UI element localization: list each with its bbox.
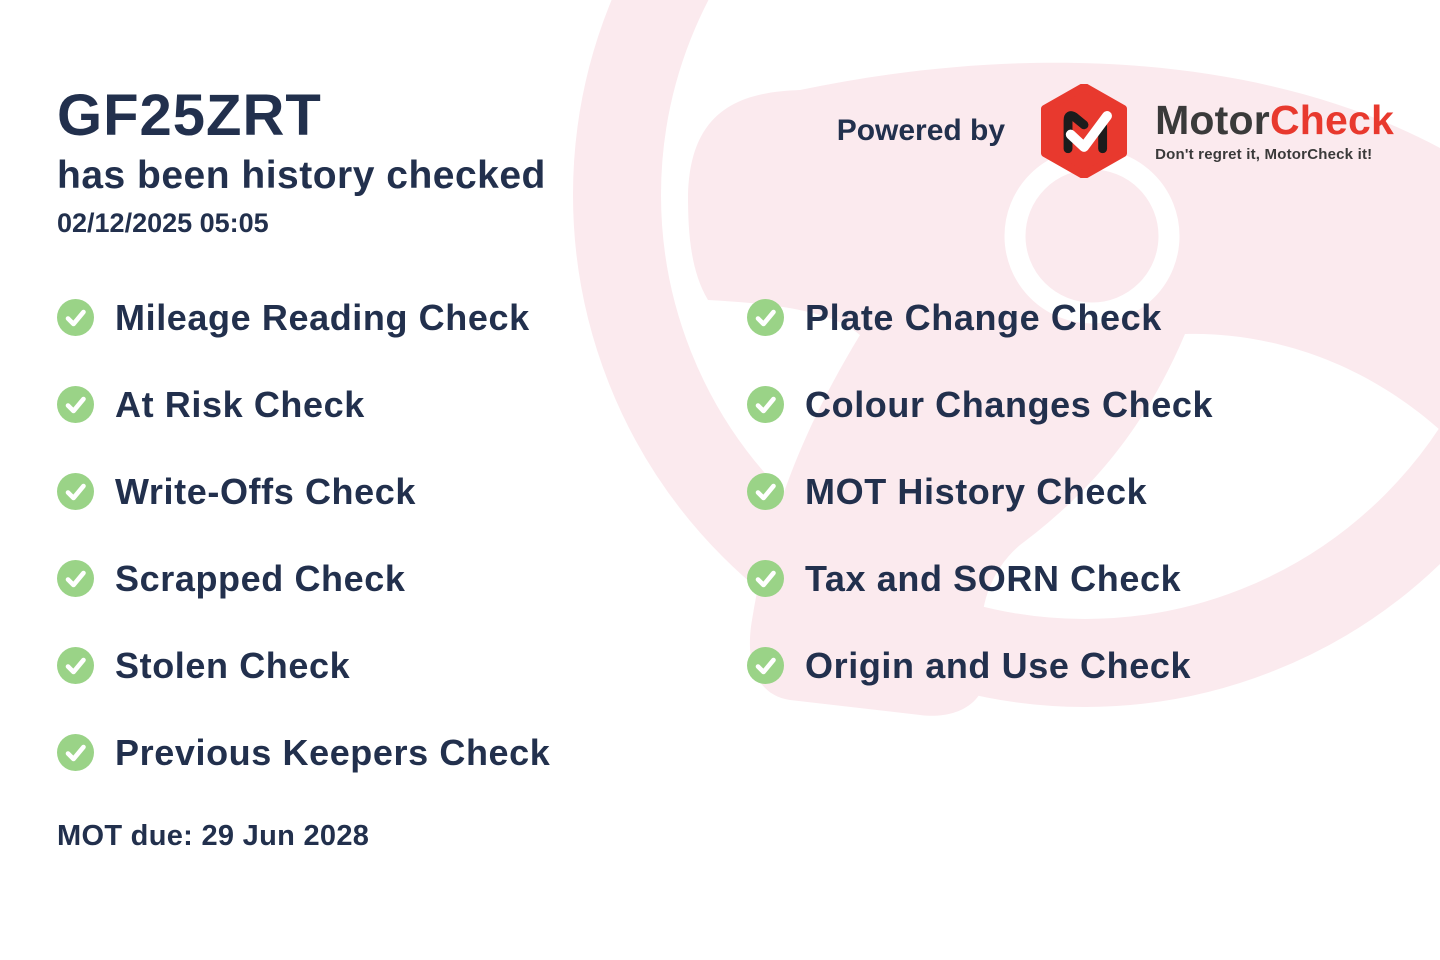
check-label: At Risk Check (115, 383, 365, 425)
brand-block[interactable] (837, 84, 1394, 178)
check-label: Plate Change Check (805, 296, 1162, 338)
check-timestamp: 02/12/2025 05:05 (57, 207, 269, 238)
check-list-item (747, 535, 1213, 622)
check-label: Colour Changes Check (805, 383, 1214, 425)
check-list-item (57, 448, 550, 535)
motorcheck-hexagon-check-icon (1039, 84, 1129, 178)
check-list-left (57, 274, 550, 796)
check-list-item (747, 274, 1213, 361)
green-check-circle-icon (747, 473, 784, 510)
header (57, 84, 546, 239)
check-list-item (57, 361, 550, 448)
powered-by-label: Powered by (836, 114, 1006, 147)
green-check-circle-icon (747, 560, 784, 597)
green-check-circle-icon (747, 386, 784, 423)
green-check-circle-icon (57, 734, 94, 771)
green-check-circle-icon (57, 299, 94, 336)
check-label: Previous Keepers Check (115, 731, 551, 773)
check-label: MOT History Check (805, 470, 1148, 512)
check-list-item (57, 274, 550, 361)
check-list-item (57, 709, 550, 796)
check-label: Tax and SORN Check (805, 557, 1182, 599)
check-list-item (57, 622, 550, 709)
green-check-circle-icon (747, 299, 784, 336)
green-check-circle-icon (57, 473, 94, 510)
check-list-item (747, 622, 1213, 709)
brand-name-check: Check (1269, 96, 1394, 143)
check-list-item (747, 361, 1213, 448)
check-list-item (747, 448, 1213, 535)
check-label: Mileage Reading Check (115, 296, 530, 338)
green-check-circle-icon (57, 386, 94, 423)
mot-due-date: MOT due: 29 Jun 2028 (57, 820, 370, 852)
green-check-circle-icon (57, 560, 94, 597)
brand-name-motor: Motor (1155, 96, 1270, 143)
check-label: Stolen Check (115, 644, 351, 686)
footer (57, 820, 369, 853)
page-title: has been history checked (57, 153, 546, 197)
brand-name (1155, 96, 1394, 143)
green-check-circle-icon (747, 647, 784, 684)
check-label: Origin and Use Check (805, 644, 1192, 686)
check-label: Write-Offs Check (115, 470, 416, 512)
check-label: Scrapped Check (115, 557, 406, 599)
check-list-right (747, 274, 1213, 709)
check-list-item (57, 535, 550, 622)
brand-tagline: Don't regret it, MotorCheck it! (1155, 145, 1373, 163)
registration-plate: GF25ZRT (57, 83, 322, 148)
green-check-circle-icon (57, 647, 94, 684)
